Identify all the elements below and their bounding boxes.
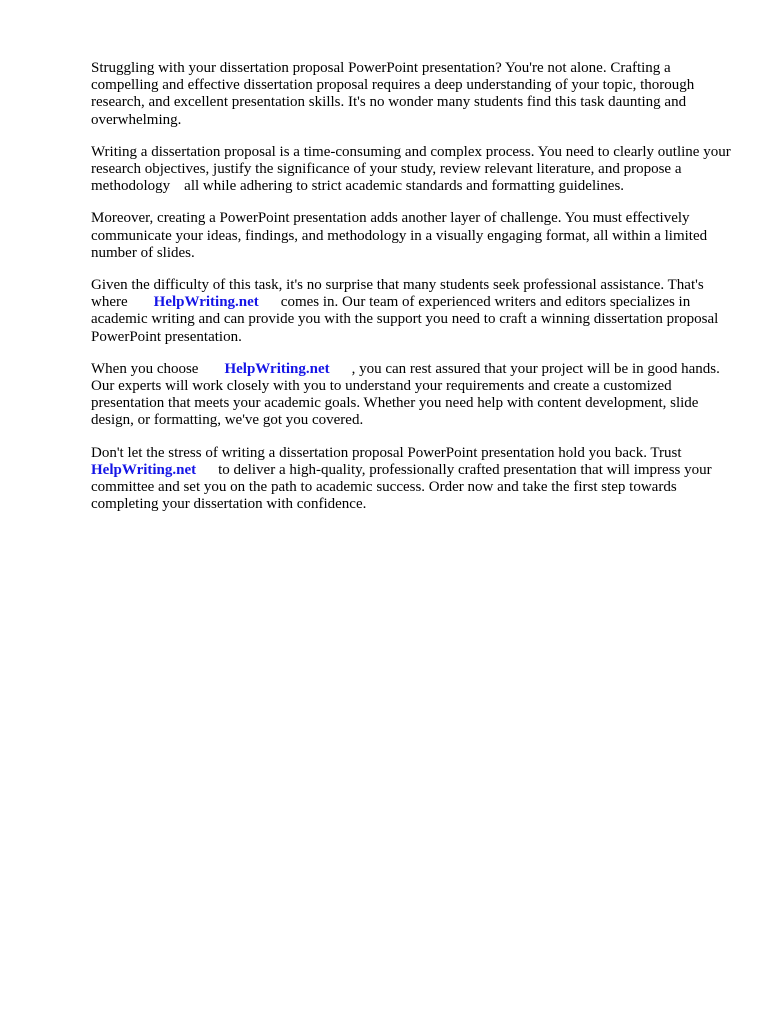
paragraph-assistance-text-before: Given the difficulty of this task, it's no surprise that many students seek professional assistance. That's where <box>91 277 704 311</box>
paragraph-intro <box>91 60 731 129</box>
paragraph-intro-text: Struggling with your dissertation proposal PowerPoint presentation? You're not alone. Crafting a compelling and effective dissertation proposal requires a deep understanding of your topic, thorough research, and excellent presentation skills. It's no wonder many students find this task daunting and overwhelming. <box>91 60 695 128</box>
paragraph-choose-text-before: When you choose <box>91 360 199 377</box>
helpwriting-link-3[interactable]: HelpWriting.net <box>91 461 197 478</box>
paragraph-process-text-before: Writing a dissertation proposal is a time-consuming and complex process. You need to clearly outline your research objectives, justify the significance of your study, review relevant literature, and propose a methodology <box>91 143 731 195</box>
paragraph-challenge <box>91 210 731 262</box>
paragraph-choose <box>91 361 731 430</box>
document-body <box>91 60 731 529</box>
paragraph-choose-text-after: , you can rest assured that your project will be in good hands. Our experts will work closely with you to understand your requirements and create a customized presentation that meets your academic goals. Whether you need help with content development, slide design, or formatting, we've got you covered. <box>91 360 720 429</box>
paragraph-closing <box>91 445 731 514</box>
helpwriting-link-2[interactable]: HelpWriting.net <box>224 360 330 377</box>
paragraph-closing-text-after: to deliver a high-quality, professionally crafted presentation that will impress your committee and set you on the path to academic success. Order now and take the first step towards completing your dissertation with confidence. <box>91 461 712 513</box>
helpwriting-link-1[interactable]: HelpWriting.net <box>153 294 259 311</box>
paragraph-assistance-text-after: comes in. Our team of experienced writers and editors specializes in academic writing and can provide you with the support you need to craft a winning dissertation proposal PowerPoint presentation. <box>91 294 719 345</box>
paragraph-challenge-text: Moreover, creating a PowerPoint presentation adds another layer of challenge. You must effectively communicate your ideas, findings, and methodology in a visually engaging format, all within a limited number of slides. <box>91 210 708 261</box>
paragraph-process <box>91 144 731 196</box>
paragraph-closing-text-before: Don't let the stress of writing a dissertation proposal PowerPoint presentation hold you back. Trust <box>91 444 682 461</box>
paragraph-process-text-after: all while adhering to strict academic standards and formatting guidelines. <box>184 178 625 195</box>
paragraph-assistance <box>91 277 731 346</box>
